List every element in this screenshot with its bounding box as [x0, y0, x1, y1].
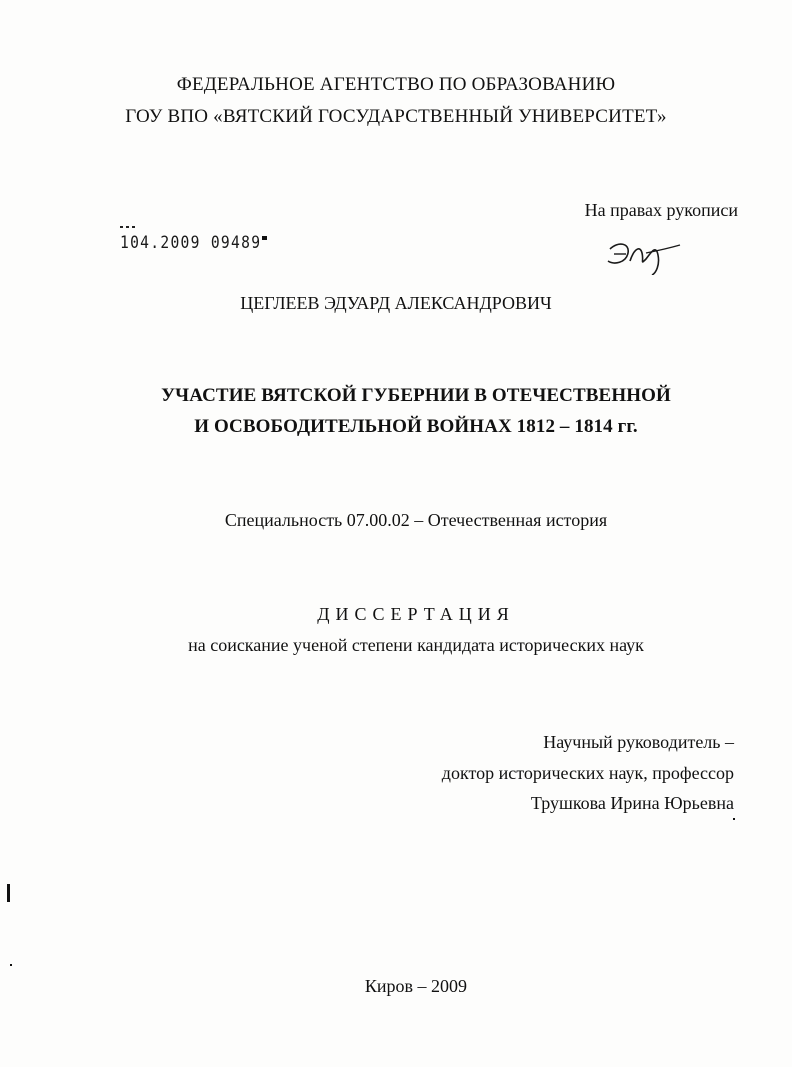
supervisor-name: Трушкова Ирина Юрьевна	[530, 793, 734, 813]
stamp-dot-mark	[262, 236, 267, 240]
thesis-title-line-1: УЧАСТИЕ ВЯТСКОЙ ГУБЕРНИИ В ОТЕЧЕСТВЕННОЙ	[161, 385, 671, 406]
manuscript-note: На правах рукописи	[584, 200, 738, 220]
thesis-title-line-2: И ОСВОБОДИТЕЛЬНОЙ ВОЙНАХ 1812 – 1814 гг.	[194, 416, 638, 437]
university-heading: ГОУ ВПО «ВЯТСКИЙ ГОСУДАРСТВЕННЫЙ УНИВЕРСИТЕТ»	[125, 106, 667, 127]
document-type: ДИССЕРТАЦИЯ	[317, 604, 515, 624]
degree-purpose: на соискание ученой степени кандидата исторических наук	[188, 635, 644, 655]
supervisor-degree: доктор исторических наук, профессор	[441, 763, 734, 783]
scan-artifact-dot	[10, 964, 12, 966]
agency-heading: ФЕДЕРАЛЬНОЕ АГЕНТСТВО ПО ОБРАЗОВАНИЮ	[176, 74, 616, 95]
registration-stamp: 104.2009 09489	[120, 233, 262, 253]
supervisor-label: Научный руководитель –	[543, 732, 734, 752]
city-year-footer: Киров – 2009	[364, 976, 468, 996]
stamp-dots-mark	[120, 226, 140, 229]
specialty-line: Специальность 07.00.02 – Отечественная история	[224, 510, 608, 530]
handwritten-signature	[600, 235, 690, 275]
scan-artifact-mark	[7, 884, 10, 902]
scan-artifact-dot-right	[733, 818, 735, 820]
author-name: ЦЕГЛЕЕВ ЭДУАРД АЛЕКСАНДРОВИЧ	[240, 293, 552, 313]
